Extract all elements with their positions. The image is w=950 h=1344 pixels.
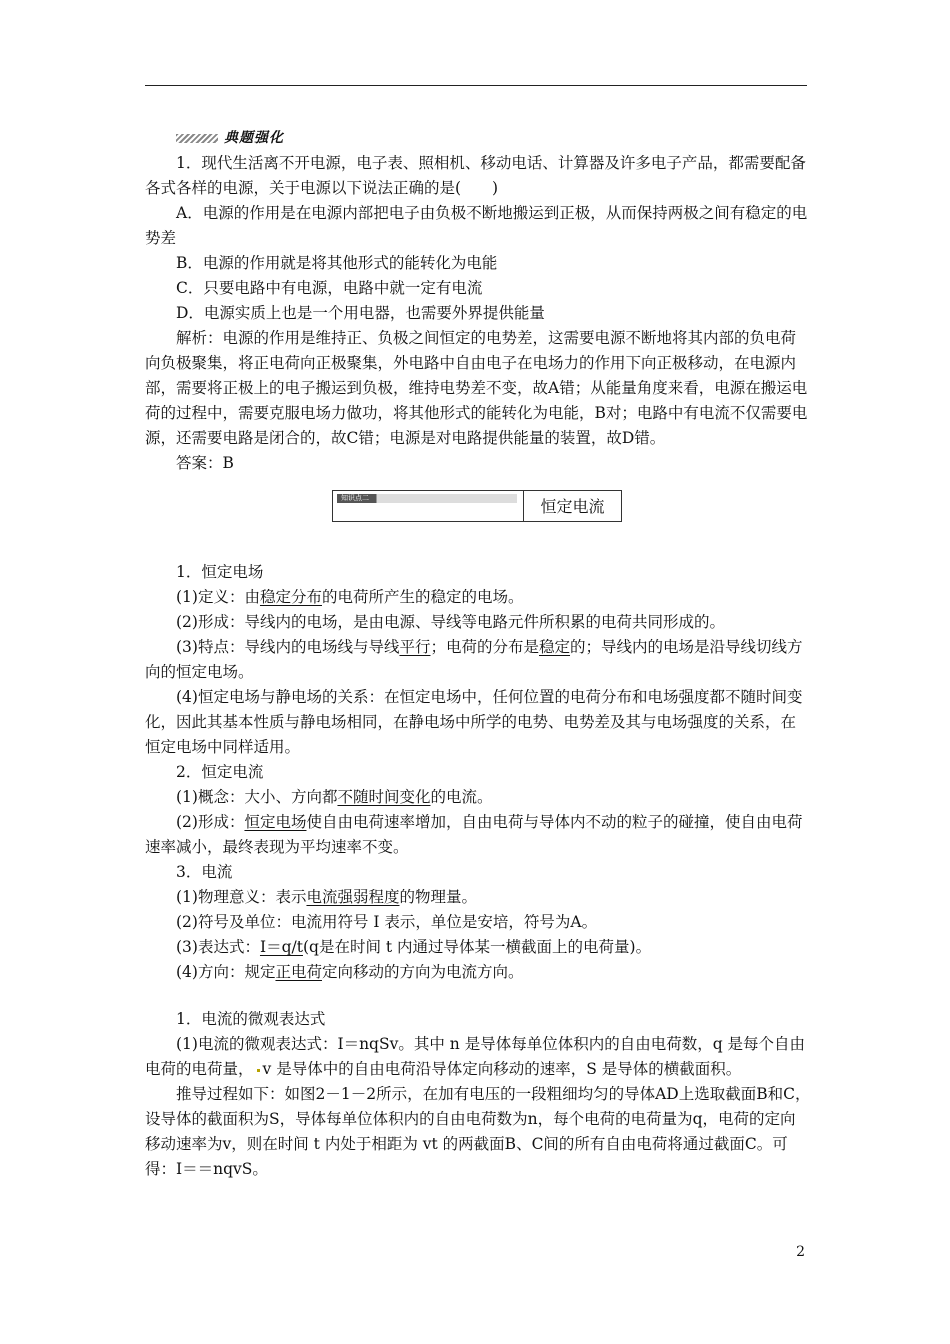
underlined-term: 正电荷: [275, 963, 322, 981]
s3-meaning: [145, 885, 811, 910]
header-rule: [145, 85, 807, 86]
text: 的电流。: [430, 788, 493, 806]
text: ；电荷的分布是: [430, 638, 539, 656]
text: (1)定义：由: [176, 588, 260, 606]
underlined-term: 恒定电场: [244, 813, 307, 831]
text: 的；导线内的电场是沿导线切线方向的恒定电场。: [145, 638, 803, 681]
text: (1)电流的微观表达式：I＝nqSv。其中 n 是导体每单位体积内的自由电荷数，q 是每个自由电荷的电荷量，: [145, 1035, 806, 1078]
underlined-term: 平行: [399, 638, 431, 656]
s2-concept: [145, 785, 811, 810]
s3-title: 3．电流: [176, 863, 233, 881]
text: 使自由电荷速率增加，自由电荷与导体内不动的粒子的碰撞，使自由电荷速率减小，最终表现为平均速率不变。: [145, 813, 803, 856]
micro-title: 1．电流的微观表达式: [176, 1010, 326, 1028]
knowledge-point-tag-cell: [333, 491, 524, 521]
text: (q是在时间 t 内通过导体某一横截面上的电荷量)。: [302, 938, 652, 956]
micro-derivation: 推导过程如下：如图2－1－2所示，在加有电压的一段粗细均匀的导体AD上选取截面B和C，设导体的截面积为S，导体每单位体积内的自由电荷数为n，每个电荷的电荷量为q，电荷的定向移动速率为v，则在时间 t 内处于相距为 vt 的两截面B、C间的所有自由电荷将通过截面C。可得：I＝＝nqvS。: [145, 1085, 811, 1178]
q1-answer: 答案：B: [176, 454, 234, 472]
s2-title: 2．恒定电流: [176, 763, 264, 781]
s1-title: 1．恒定电场: [176, 563, 264, 581]
s3-symbol: (2)符号及单位：电流用符号 I 表示，单位是安培，符号为A。: [176, 913, 598, 931]
text: 的电荷所产生的稳定的电场。: [321, 588, 524, 606]
q1-stem: 1．现代生活离不开电源，电子表、照相机、移动电话、计算器及许多电子产品，都需要配备各式各样的电源，关于电源以下说法正确的是( ): [145, 154, 806, 197]
text: (1)物理意义：表示: [176, 888, 307, 906]
dot-mark-icon: [257, 1069, 260, 1072]
text: 的物理量。: [399, 888, 477, 906]
underlined-term: 稳定: [539, 638, 571, 656]
q1-option-c: C．只要电路中有电源，电路中就一定有电流: [176, 279, 483, 297]
q1-option-a: A．电源的作用是在电源内部把电子由负极不断地搬运到正极，从而保持两极之间有稳定的电势差: [145, 204, 808, 247]
text: 定向移动的方向为电流方向。: [321, 963, 524, 981]
s1-relation: (4)恒定电场与静电场的关系：在恒定电场中，任何位置的电荷分布和电场强度都不随时间变化，因此其基本性质与静电场相同，在静电场中所学的电势、电势差及其与电场强度的关系，在恒定电场中同样适用。: [145, 688, 803, 756]
micro-expression: [145, 1032, 811, 1082]
s2-formation: [145, 810, 811, 860]
knowledge-point-tag: 知识点二: [341, 494, 369, 502]
underlined-term: 电流强弱程度: [306, 888, 400, 906]
text: (1)概念：大小、方向都: [176, 788, 338, 806]
underlined-term: 不随时间变化: [337, 788, 431, 806]
knowledge-point-box: [332, 490, 622, 522]
underlined-formula: I＝q/t: [259, 938, 303, 956]
s1-features: [145, 635, 811, 685]
text: (3)表达式：: [176, 938, 260, 956]
s3-expression: [145, 935, 811, 960]
section-title: 典题强化: [224, 129, 284, 146]
text: (3)特点：导线内的电场线与导线: [176, 638, 400, 656]
stripes-decoration-icon: [176, 134, 218, 143]
page-content: [145, 125, 811, 1182]
q1-analysis: 解析：电源的作用是维持正、负极之间恒定的电势差，这需要电源不断地将其内部的负电荷向负极聚集，将正电荷向正极聚集，外电路中自由电子在电场力的作用下向正极移动，在电源内部，需要将正极上的电子搬运到负极，维持电势差不变，故A错；从能量角度来看，电源在搬运电荷的过程中，需要克服电场力做功，将其他形式的能转化为电能，B对；电路中有电流不仅需要电源，还需要电路是闭合的，故C错；电源是对电路提供能量的装置，故D错。: [145, 329, 808, 447]
q1-option-d: D．电源实质上也是一个用电器，也需要外界提供能量: [176, 304, 545, 322]
knowledge-point-title: 恒定电流: [540, 496, 605, 516]
knowledge-point-banner: [337, 494, 517, 503]
page-number: 2: [796, 1244, 805, 1260]
underlined-term: 稳定分布: [259, 588, 322, 606]
text: v 是导体中的自由电荷沿导体定向移动的速率，S 是导体的横截面积。: [262, 1060, 742, 1078]
text: (2)形成：: [176, 813, 245, 831]
s3-direction: [145, 960, 811, 985]
section-heading: [176, 125, 811, 151]
text: (4)方向：规定: [176, 963, 276, 981]
s1-definition: [145, 585, 811, 610]
q1-option-b: B．电源的作用就是将其他形式的能转化为电能: [176, 254, 498, 272]
s1-formation: (2)形成：导线内的电场，是由电源、导线等电路元件所积累的电荷共同形成的。: [176, 613, 725, 631]
